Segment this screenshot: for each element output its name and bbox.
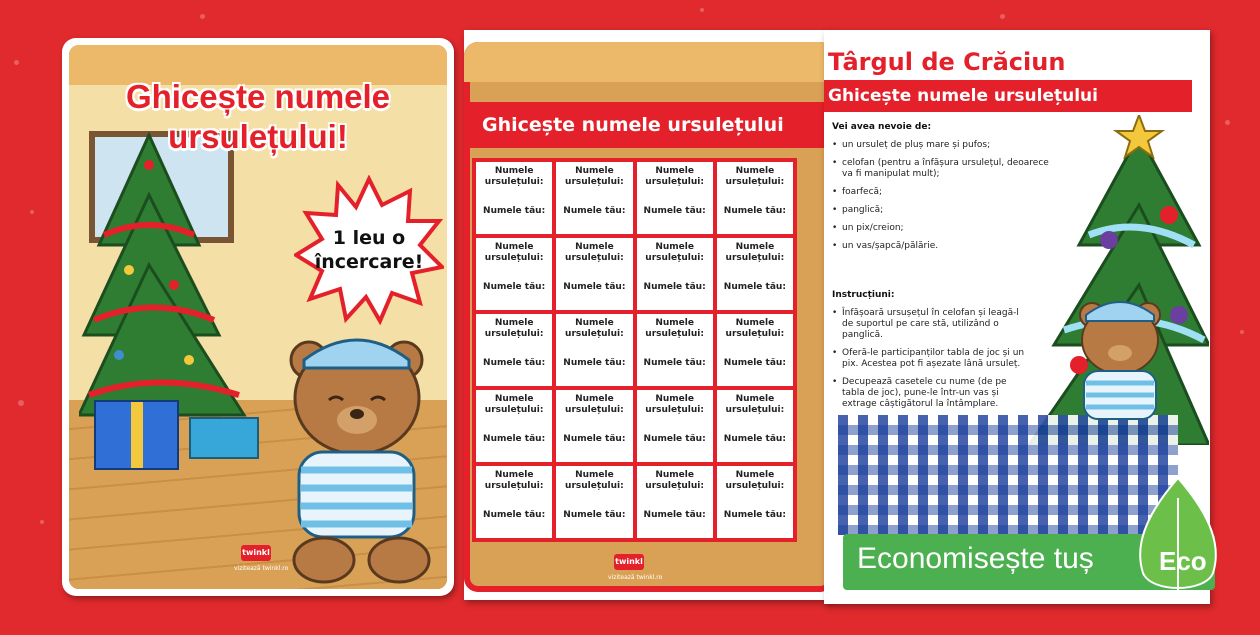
your-name-label: Numele tău: bbox=[643, 206, 706, 216]
your-name-label: Numele tău: bbox=[563, 358, 626, 368]
name-cell bbox=[717, 314, 793, 386]
your-name-label: Numele tău: bbox=[643, 434, 706, 444]
snow-dot bbox=[700, 8, 704, 12]
list-item: • un ursuleț de pluș mare și pufos; bbox=[832, 140, 1062, 151]
list-item: • un vas/șapcă/pălărie. bbox=[832, 241, 1062, 252]
snow-dot bbox=[1225, 120, 1230, 125]
bear-name-label: Numele ursulețului: bbox=[725, 318, 785, 339]
your-name-label: Numele tău: bbox=[563, 206, 626, 216]
your-name-label: Numele tău: bbox=[643, 358, 706, 368]
your-name-label: Numele tău: bbox=[483, 358, 546, 368]
list-item: • panglică; bbox=[832, 205, 1062, 216]
name-cell bbox=[476, 314, 552, 386]
poster-frame bbox=[69, 45, 447, 589]
name-cell bbox=[717, 466, 793, 538]
list-item: • celofan (pentru a înfășura ursulețul, deoarece va fi manipulat mult); bbox=[832, 158, 1062, 180]
bear-name-label: Numele ursulețului: bbox=[484, 318, 544, 339]
twinkl-logo: twinkl bbox=[614, 554, 644, 570]
your-name-label: Numele tău: bbox=[723, 206, 786, 216]
your-name-label: Numele tău: bbox=[483, 434, 546, 444]
your-name-label: Numele tău: bbox=[723, 510, 786, 520]
gift-box-light-blue bbox=[189, 417, 259, 459]
list-item: • un pix/creion; bbox=[832, 223, 1062, 234]
your-name-label: Numele tău: bbox=[723, 434, 786, 444]
your-name-label: Numele tău: bbox=[643, 282, 706, 292]
name-cell bbox=[717, 238, 793, 310]
snow-dot bbox=[200, 14, 205, 19]
snow-dot bbox=[30, 210, 34, 214]
room-wall-trim bbox=[464, 42, 834, 82]
twinkl-logo-subtext: vizitează twinkl.ro bbox=[234, 565, 289, 572]
game-board-frame bbox=[464, 42, 834, 592]
your-name-label: Numele tău: bbox=[563, 282, 626, 292]
teddy-bear-illustration bbox=[269, 320, 439, 585]
name-cell bbox=[637, 238, 713, 310]
bear-name-label: Numele ursulețului: bbox=[484, 394, 544, 415]
name-cell bbox=[637, 466, 713, 538]
steps-heading: Instrucțiuni: bbox=[832, 290, 895, 300]
name-cell bbox=[476, 238, 552, 310]
poster-title: Ghicește numele ursulețului! bbox=[125, 78, 391, 155]
bear-name-label: Numele ursulețului: bbox=[725, 394, 785, 415]
bear-name-label: Numele ursulețului: bbox=[484, 166, 544, 187]
your-name-label: Numele tău: bbox=[723, 358, 786, 368]
game-board-page bbox=[464, 30, 834, 600]
snow-dot bbox=[1000, 14, 1005, 19]
bear-name-label: Numele ursulețului: bbox=[484, 242, 544, 263]
teddy-bear-illustration bbox=[1064, 285, 1174, 435]
your-name-label: Numele tău: bbox=[483, 206, 546, 216]
name-cell bbox=[476, 390, 552, 462]
bear-name-label: Numele ursulețului: bbox=[565, 394, 624, 415]
snow-dot bbox=[1240, 330, 1244, 334]
name-cell bbox=[556, 390, 632, 462]
name-cell bbox=[556, 466, 632, 538]
price-badge-text: 1 leu o încercare! bbox=[314, 227, 424, 273]
bear-name-label: Numele ursulețului: bbox=[645, 318, 704, 339]
bear-name-label: Numele ursulețului: bbox=[645, 166, 704, 187]
list-item: • Decupează casetele cu nume (de pe tabla de joc), pune-le într-un vas și extrage câștigătorul la întâmplare. bbox=[832, 377, 1032, 410]
your-name-label: Numele tău: bbox=[563, 510, 626, 520]
gift-box-blue bbox=[94, 400, 179, 470]
bear-name-label: Numele ursulețului: bbox=[565, 166, 624, 187]
name-cell bbox=[476, 466, 552, 538]
eco-badge[interactable] bbox=[843, 528, 1223, 596]
name-cell bbox=[637, 314, 713, 386]
needs-heading: Vei avea nevoie de: bbox=[832, 122, 932, 132]
name-cell bbox=[556, 238, 632, 310]
list-item: • Înfășoară ursușețul în celofan și leagă-l de suportul pe care stă, utilizând o panglică. bbox=[832, 308, 1032, 341]
snow-dot bbox=[40, 520, 44, 524]
bear-name-label: Numele ursulețului: bbox=[565, 318, 624, 339]
name-cell bbox=[637, 162, 713, 234]
bear-name-label: Numele ursulețului: bbox=[565, 242, 624, 263]
bear-name-label: Numele ursulețului: bbox=[645, 394, 704, 415]
snow-dot bbox=[18, 400, 24, 406]
bear-name-label: Numele ursulețului: bbox=[484, 470, 544, 491]
name-cell bbox=[717, 390, 793, 462]
name-cell bbox=[717, 162, 793, 234]
steps-list bbox=[832, 308, 1032, 417]
eco-label: Eco bbox=[1159, 546, 1207, 576]
poster-page bbox=[62, 38, 454, 596]
price-badge bbox=[294, 175, 444, 325]
name-cell bbox=[476, 162, 552, 234]
twinkl-logo-subtext: vizitează twinkl.ro bbox=[608, 574, 663, 581]
your-name-label: Numele tău: bbox=[723, 282, 786, 292]
your-name-label: Numele tău: bbox=[483, 282, 546, 292]
name-cell bbox=[556, 314, 632, 386]
bear-name-label: Numele ursulețului: bbox=[645, 470, 704, 491]
eco-badge-text: Economisește tuș bbox=[857, 542, 1094, 575]
name-cell bbox=[637, 390, 713, 462]
your-name-label: Numele tău: bbox=[563, 434, 626, 444]
name-cell bbox=[556, 162, 632, 234]
bear-name-label: Numele ursulețului: bbox=[725, 470, 785, 491]
list-item: • Oferă-le participanților tabla de joc și un pix. Acestea pot fi așezate lână ursuleț. bbox=[832, 348, 1032, 370]
twinkl-logo: twinkl bbox=[241, 545, 271, 561]
instructions-title: Târgul de Crăciun bbox=[828, 48, 1066, 76]
list-item: • foarfecă; bbox=[832, 187, 1062, 198]
name-grid bbox=[472, 158, 797, 542]
bear-name-label: Numele ursulețului: bbox=[725, 242, 785, 263]
bear-name-label: Numele ursulețului: bbox=[725, 166, 785, 187]
instructions-subtitle: Ghicește numele ursulețului bbox=[824, 80, 1192, 112]
your-name-label: Numele tău: bbox=[643, 510, 706, 520]
your-name-label: Numele tău: bbox=[483, 510, 546, 520]
snow-dot bbox=[14, 60, 19, 65]
leaf-icon bbox=[1133, 478, 1223, 598]
bear-name-label: Numele ursulețului: bbox=[565, 470, 624, 491]
bear-name-label: Numele ursulețului: bbox=[645, 242, 704, 263]
game-board-title: Ghicește numele ursulețului bbox=[464, 102, 834, 148]
